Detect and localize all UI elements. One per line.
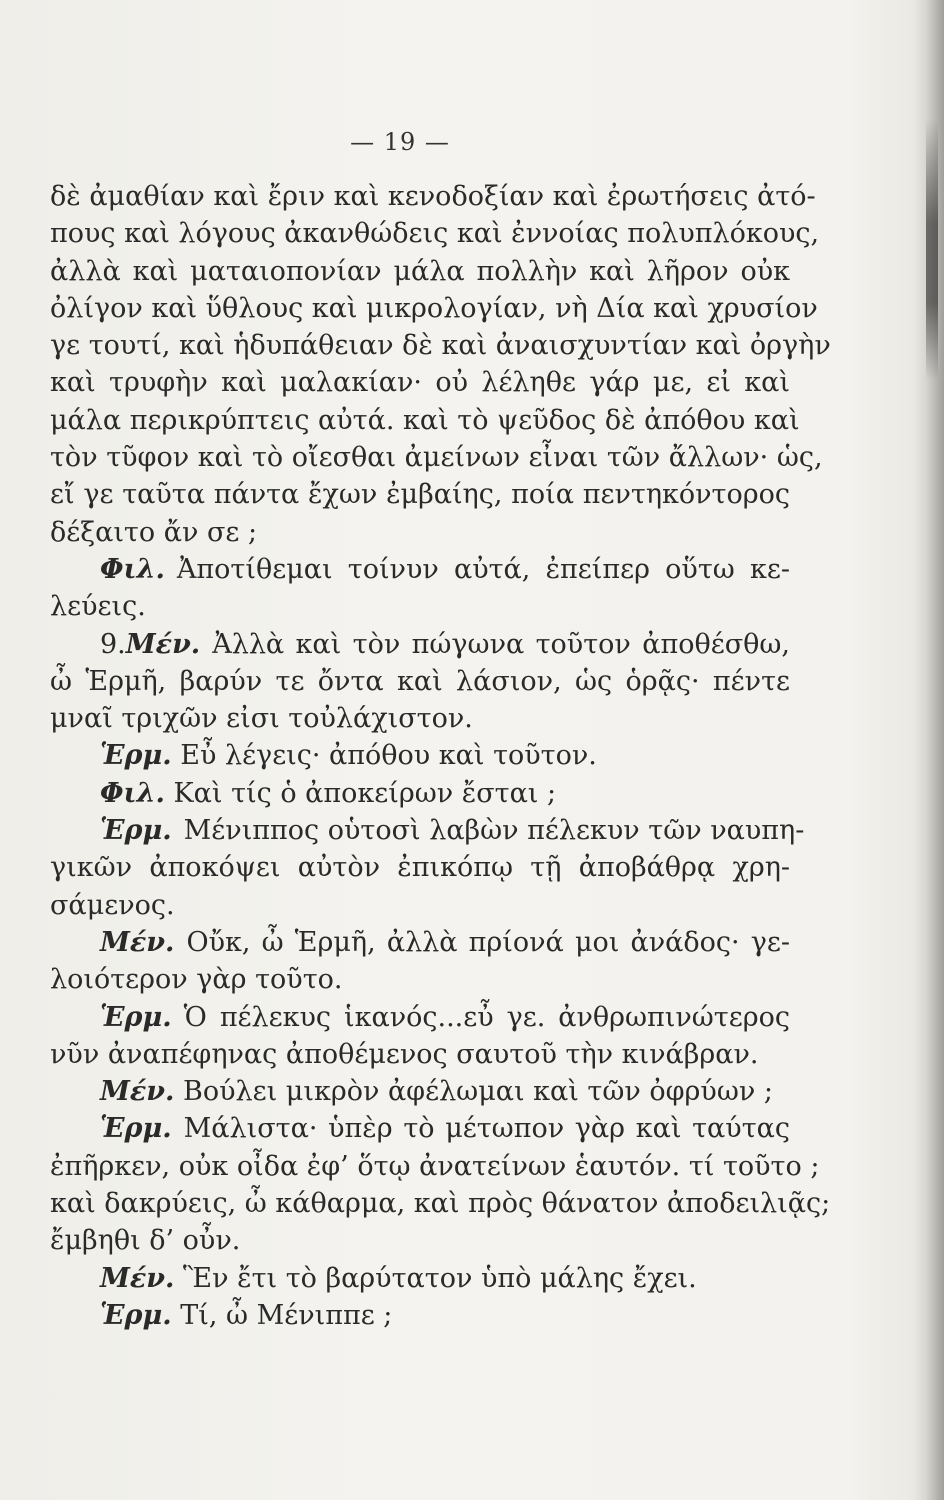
line-text: καὶ τρυφὴν καὶ μαλακίαν· οὐ λέληθε γάρ με, εἰ καὶ: [50, 367, 790, 399]
line-text: Εὖ λέγεις· ἀπόθου καὶ τοῦτον.: [180, 740, 597, 772]
line-text: Ἓν ἔτι τὸ βαρύτατον ὑπὸ μάλης ἔχει.: [183, 1262, 697, 1294]
text-line: [50, 551, 790, 588]
page-text: [50, 178, 831, 1334]
text-line: [50, 588, 790, 625]
line-text: μναῖ τριχῶν εἰσι τοὐλάχιστον.: [50, 703, 473, 735]
speaker-label: Μέν.: [100, 1262, 175, 1294]
text-line: [50, 775, 790, 812]
line-text: δέξαιτο ἄν σε ;: [50, 516, 258, 548]
line-text: τὸν τῦφον καὶ τὸ οἴεσθαι ἀμείνων εἶναι τῶν ἄλλων· ὡς,: [50, 442, 823, 474]
line-text: ὦ Ἑρμῆ, βαρύν τε ὄντα καὶ λάσιον, ὡς ὁρᾷς· πέντε: [50, 665, 790, 697]
text-line: [50, 402, 800, 439]
line-text: Τί, ὦ Μένιππε ;: [180, 1299, 393, 1331]
line-text: Καὶ τίς ὁ ἀποκείρων ἔσται ;: [173, 777, 557, 809]
line-text: ὀλίγον καὶ ὕθλους καὶ μικρολογίαν, νὴ Δία καὶ χρυσίον: [50, 292, 818, 324]
line-text: δὲ ἀμαθίαν καὶ ἔριν καὶ κενοδοξίαν καὶ ἐρωτήσεις ἀτό-: [50, 181, 816, 212]
speaker-label: Φιλ.: [100, 777, 165, 809]
text-line: [50, 253, 790, 290]
speaker-label: Μέν.: [125, 628, 201, 660]
line-text: Ἀλλὰ καὶ τὸν πώγωνα τοῦτον ἀποθέσθω,: [212, 628, 790, 660]
line-text: εἴ γε ταῦτα πάντα ἔχων ἐμβαίης, ποία πεντηκόντορος: [50, 479, 790, 511]
speaker-label: Φιλ.: [100, 553, 165, 585]
text-line: [50, 290, 818, 327]
speaker-label: Μέν.: [100, 1076, 175, 1108]
text-line: [50, 215, 820, 252]
text-line: [50, 887, 790, 924]
line-text: νῦν ἀναπέφηνας ἀποθέμενος σαυτοῦ τὴν κινάβραν.: [50, 1038, 759, 1070]
line-text: γε τουτί, καὶ ἡδυπάθειαν δὲ καὶ ἀναισχυντίαν καὶ ὀργὴν: [50, 330, 831, 362]
speaker-label: Ἑρμ.: [100, 1113, 172, 1145]
page-number: — 19 —: [350, 128, 450, 156]
line-text: ἔμβηθι δ’ οὖν.: [50, 1225, 241, 1257]
text-line: [50, 663, 790, 700]
line-text: ἀλλὰ καὶ ματαιοπονίαν μάλα πολλὴν καὶ λῆρον οὐκ: [50, 255, 790, 287]
line-text: μάλα περικρύπτεις αὐτά. καὶ τὸ ψεῦδος δὲ ἀπόθου καὶ: [50, 404, 800, 436]
text-line: [50, 439, 823, 476]
text-line: [50, 1297, 790, 1334]
line-text: πους καὶ λόγους ἀκανθώδεις καὶ ἐννοίας πολυπλόκους,: [50, 218, 820, 250]
line-text: Βούλει μικρὸν ἀφέλωμαι καὶ τῶν ὀφρύων ;: [183, 1076, 773, 1108]
section-number: 9.: [100, 628, 126, 660]
text-line: [50, 1260, 790, 1297]
text-line: [50, 812, 805, 849]
text-line: [50, 327, 831, 364]
line-text: ἐπῆρκεν, οὐκ οἶδα ἐφ’ ὅτῳ ἀνατείνων ἑαυτόν. τί τοῦτο ;: [50, 1150, 820, 1182]
line-text: γικῶν ἀποκόψει αὐτὸν ἐπικόπῳ τῇ ἀποβάθρᾳ χρη-: [50, 852, 790, 884]
text-line: [50, 961, 790, 998]
speaker-label: Ἑρμ.: [100, 815, 172, 847]
text-line: [50, 1036, 790, 1073]
line-text: Μάλιστα· ὑπὲρ τὸ μέτωπον γὰρ καὶ ταύτας: [183, 1113, 790, 1145]
text-line: [50, 999, 790, 1036]
line-text: Μένιππος οὑτοσὶ λαβὼν πέλεκυν τῶν ναυπη-: [183, 815, 805, 847]
line-text: Ὁ πέλεκυς ἱκανός...εὖ γε. ἀνθρωπινώτερος: [183, 1001, 790, 1033]
text-line: [50, 1110, 790, 1147]
line-text: σάμενος.: [50, 889, 175, 921]
text-line: [50, 1148, 820, 1185]
text-line: [50, 1222, 790, 1259]
text-line: [50, 476, 790, 513]
line-text: Ἀποτίθεμαι τοίνυν αὐτά, ἐπείπερ οὕτω κε-: [176, 553, 790, 585]
speaker-label: Ἑρμ.: [100, 740, 172, 772]
text-line: [50, 514, 790, 551]
text-line: [50, 1185, 831, 1222]
speaker-label: Μέν.: [100, 926, 175, 958]
speaker-label: Ἑρμ.: [100, 1299, 172, 1331]
line-text: λοιότερον γὰρ τοῦτο.: [50, 964, 343, 996]
text-line: [50, 737, 790, 774]
binding-shadow: [926, 120, 938, 380]
text-line: [50, 849, 790, 886]
text-line: [50, 364, 790, 401]
line-text: Οὔκ, ὦ Ἑρμῆ, ἀλλὰ πρίονά μοι ἀνάδος· γε-: [186, 926, 790, 958]
text-line: [50, 626, 790, 663]
line-text: λεύεις.: [50, 591, 146, 623]
text-line: [50, 1073, 790, 1110]
text-line: [50, 924, 790, 961]
text-line: [50, 178, 816, 215]
text-line: [50, 700, 790, 737]
line-text: καὶ δακρύεις, ὦ κάθαρμα, καὶ πρὸς θάνατον ἀποδειλιᾷς;: [50, 1188, 831, 1220]
speaker-label: Ἑρμ.: [100, 1001, 172, 1033]
